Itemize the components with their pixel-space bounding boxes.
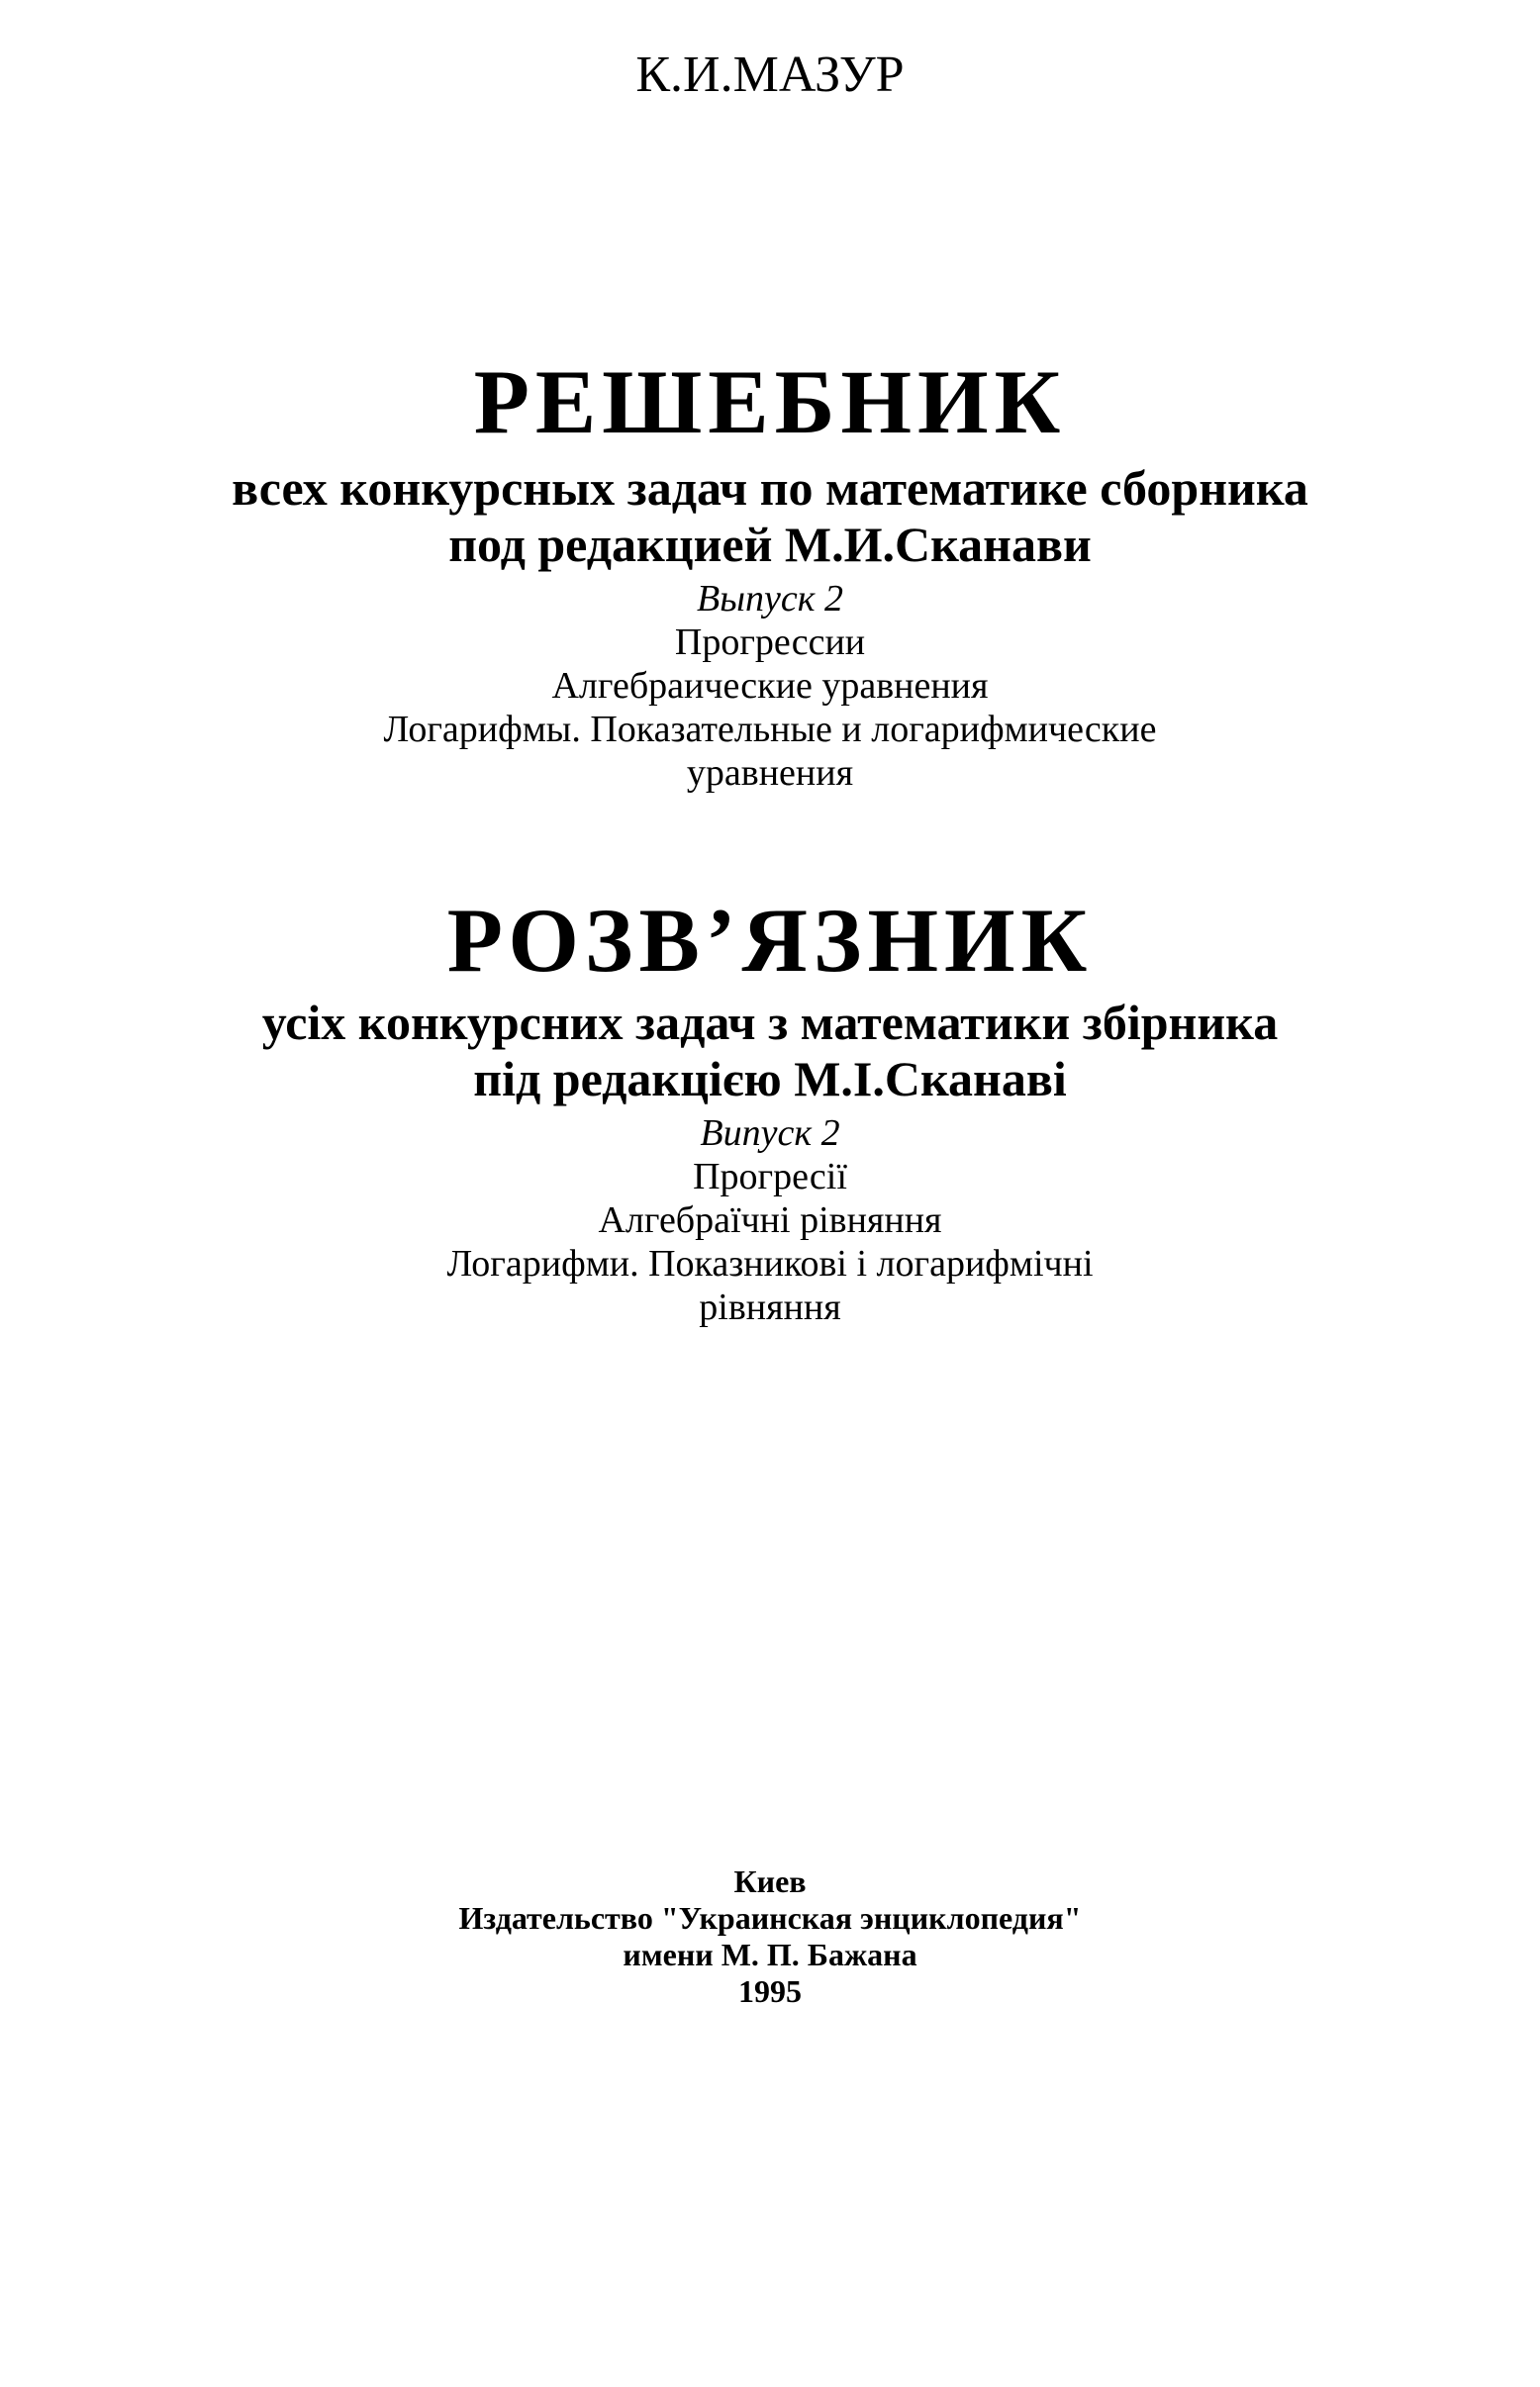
russian-topic: Логарифмы. Показательные и логарифмические xyxy=(383,709,1157,750)
ukrainian-subtitle-line-1: усіх конкурсних задач з математики збірника xyxy=(261,995,1279,1050)
ukrainian-volume: Випуск 2 xyxy=(700,1112,840,1154)
ukrainian-subtitle-line-2: під редакцією М.І.Сканаві xyxy=(473,1051,1067,1106)
publisher-city: Киев xyxy=(733,1863,807,1899)
russian-topic: Прогрессии xyxy=(674,621,866,663)
publisher-name: Издательство "Украинская энциклопедия" xyxy=(458,1900,1082,1936)
russian-book-title: РЕШЕБНИК xyxy=(473,351,1067,452)
publisher-named-after: имени М. П. Бажана xyxy=(623,1937,917,1972)
ukrainian-book-title: РОЗВ’ЯЗНИК xyxy=(446,890,1094,991)
russian-topic: уравнения xyxy=(686,752,854,794)
russian-subtitle-line-1: всех конкурсных задач по математике сборника xyxy=(232,460,1308,516)
russian-topic: Алгебраические уравнения xyxy=(551,665,989,707)
russian-volume: Выпуск 2 xyxy=(697,578,843,620)
publication-year: 1995 xyxy=(738,1973,802,2009)
ukrainian-topic: Прогресії xyxy=(693,1156,847,1197)
russian-subtitle-line-2: под редакцией М.И.Сканави xyxy=(448,517,1092,572)
ukrainian-topic: Алгебраїчні рівняння xyxy=(598,1199,942,1241)
ukrainian-topic: рівняння xyxy=(699,1287,841,1328)
author-name: К.И.МАЗУР xyxy=(635,47,905,103)
ukrainian-topic: Логарифми. Показникові і логарифмічні xyxy=(446,1243,1094,1285)
